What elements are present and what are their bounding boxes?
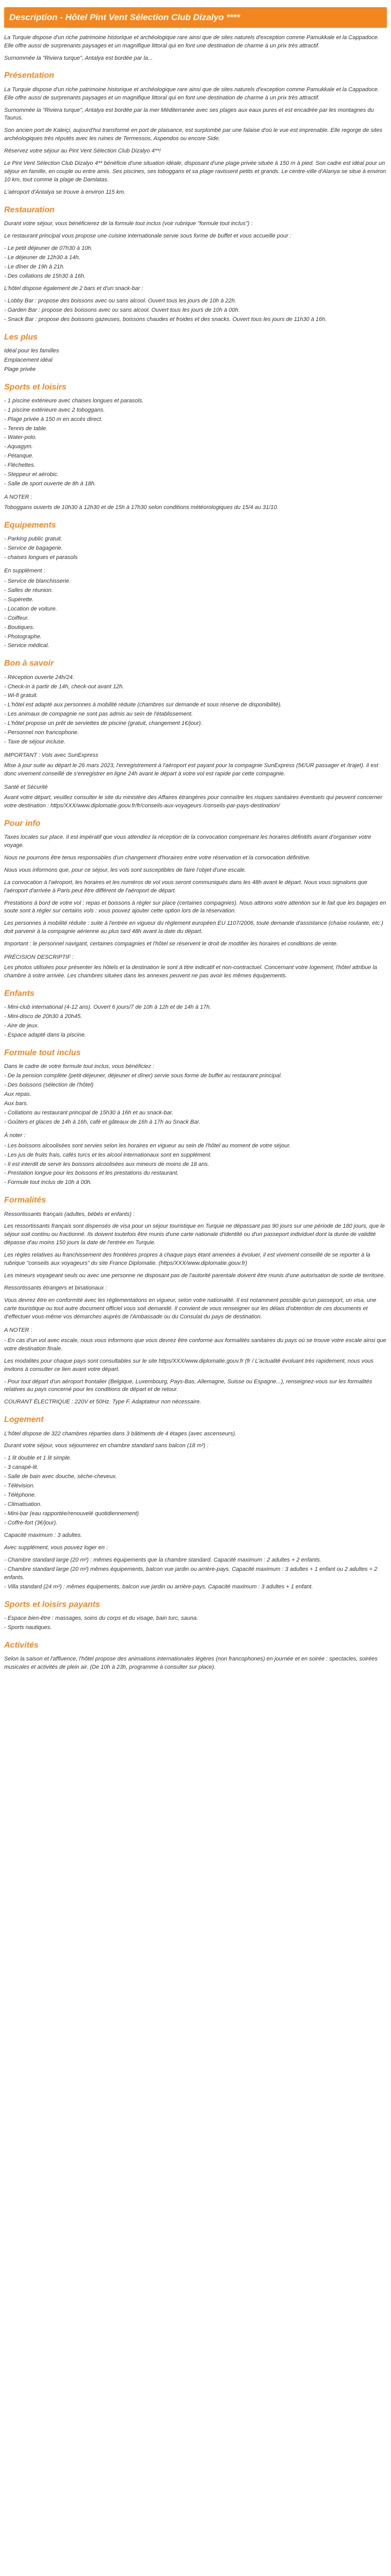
list-item: - Chambre standard large (20 m²) : mêmes équipements que la chambre standard. Capacité maximum : 2 adultes + 2 enfants. — [4, 1556, 321, 1563]
list-item: - Taxe de séjour incluse. — [4, 739, 66, 745]
section-heading-formalites: Formalités — [4, 1196, 46, 1205]
note-label: À noter : — [4, 1132, 26, 1139]
list-item: - Salles de réunion. — [4, 587, 53, 594]
list-item: - Goûters et glaces de 14h à 16h, café et gâteaux de 16h à 17h au Snack Bar. — [4, 1118, 201, 1125]
formule-notes-list — [4, 1142, 387, 1188]
list-item: - 1 piscine extérieure avec 2 toboggans. — [4, 406, 105, 413]
pour-info-paragraph: Important : le personnel navigant, certaines compagnies et l'hôtel se réservent le droit de modifier les horaires et conditions de vente. — [4, 941, 338, 947]
list-item: - Location de voiture. — [4, 605, 57, 612]
formule-intro-list — [4, 1063, 387, 1127]
list-item: - Service de bagagerie. — [4, 545, 63, 552]
list-item: - Parking public gratuit. — [4, 536, 62, 543]
section-heading-sports: Sports et loisirs — [4, 382, 67, 392]
list-item: Dans le cadre de votre formule tout inclus, vous bénéficiez : — [4, 1063, 155, 1070]
list-item: - 1 piscine extérieure avec chaises longues et parasols. — [4, 397, 144, 404]
pour-info-paragraph: La convocation à l'aéroport, les horaires et les numéros de vol vous seront communiqués dans les 48h avant le départ. Nous vous signalons que l'aéroport d'arrivée à Paris peut être différent de l'aéroport de départ. — [4, 879, 368, 894]
list-item: - Aire de jeux. — [4, 1023, 39, 1029]
list-item: - Lobby Bar : propose des boissons avec ou sans alcool. Ouvert tous les jours de 10h à 22h. — [4, 297, 237, 304]
list-item: - Le dîner de 19h à 21h. — [4, 263, 65, 270]
activites-paragraph: Selon la saison et l'affluence, l'hôtel propose des animations internationales légères (non francophones) en journée et en soirée : spectacles, soirées musicales et activités de plein air. (De 10h à 23h, programme à consulter sur place). — [4, 1655, 378, 1670]
sports-list — [4, 397, 387, 488]
list-item: - Mini-disco de 20h30 à 20h45. — [4, 1013, 83, 1020]
list-item: - Télévision. — [4, 1483, 35, 1489]
list-item: - Coffre-fort (3€/jour). — [4, 1519, 58, 1526]
presentation-paragraph: Le Pint Vent Sélection Club Dizalyo 4** bénéficie d'une situation idéale, disposant d'une plage privée située à 150 m à pied. Son cadre est idéal pour un séjour en famille, en couple ou entre amis. Ses piscines, ses toboggans et sa plage ravissent petits et grands. Le centre-ville d'Alanya se situe à environ 10 km, tout comme la plage de Damlatas. — [4, 160, 386, 183]
meals-list — [4, 245, 387, 281]
list-item: - Personnel non francophone. — [4, 730, 79, 736]
list-item: - chaises longues et parasols — [4, 554, 78, 561]
formalites-paragraph: Ressortissants étrangers et binationaux : — [4, 1285, 107, 1292]
list-item: - Boutiques. — [4, 624, 35, 631]
list-item: - Sports nautiques. — [4, 1624, 52, 1631]
list-item: - 1 lit double et 1 lit simple. — [4, 1455, 72, 1462]
capacity-text: Capacité maximum : 3 adultes. — [4, 1532, 83, 1538]
restauration-paragraph: Le restaurant principal vous propose une cuisine internationale servie sous forme de buffet et vous accueille pour : — [4, 233, 292, 240]
list-item: - Salle de sport ouverte de 8h à 18h. — [4, 481, 96, 487]
logement-paragraph: Durant votre séjour, vous séjournerez en chambre standard sans balcon (18 m²) : — [4, 1443, 209, 1449]
list-item: - Wi-fi gratuit. — [4, 692, 38, 699]
supplement-list — [4, 578, 387, 651]
formalites-paragraph: Vous devrez être en conformité avec les réglementations en vigueur, selon votre nationalité. Il est notamment possible qu'un passeport, un visa, une carte touristique ou tout autre document officiel vous soit demandé. Il convient de vous renseigner sur les délais d'obtention de ces documents et d'effectuer vous-même vos démarches auprès de l'Ambassade ou du Consulat du pays de destination. — [4, 1297, 377, 1320]
rooms-label: Avec supplément, vous pouvez loger en : — [4, 1544, 108, 1551]
list-item: Emplacement idéal — [4, 357, 53, 363]
list-item: - Mini-bar (eau rapportée/renouvelé quotidiennement) — [4, 1511, 139, 1517]
health-safety-label: Santé et Sécurité — [4, 784, 48, 790]
section-heading-enfants: Enfants — [4, 989, 35, 998]
list-item: - De la pension complète (petit-déjeuner, déjeuner et dîner) servie sous forme de buffet au restaurant principal. — [4, 1073, 282, 1079]
note-label: A NOTER : — [4, 494, 32, 501]
list-item: - Aquagym. — [4, 444, 33, 450]
list-item: - Mini-club international (4-12 ans). Ouvert 6 jours/7 de 10h à 12h et de 14h à 17h. — [4, 1004, 211, 1011]
section-heading-sports-payants: Sports et loisirs payants — [4, 1600, 100, 1609]
list-item: - Les boissons alcoolisées sont servies selon les horaires en vigueur au sein de l'hôtel au moment de votre séjour. — [4, 1142, 291, 1149]
formalites-paragraph: Les règles relatives au franchissement des frontières propres à chaque pays étant amenées à évoluer, il est vivement conseillé de se reporter à la rubrique "conseils aux voyageurs" du site France Diplomatie. (https/XXX/www.diplomatie.gouv.fr) — [4, 1252, 370, 1267]
list-item: - Des boissons (sélection de l'hôtel) — [4, 1082, 94, 1089]
section-heading-pour-info: Pour info — [4, 819, 41, 828]
presentation-paragraph: La Turquie dispose d'un riche patrimoine historique et archéologique rare ainsi que de sites naturels d'exception comme Pamukkale et la Cappadoce. Elle offre aussi de surprenants paysages et un magnifique littoral qui en font une destination de charme à un prix très attractif. — [4, 86, 379, 101]
list-item: Plage privée — [4, 366, 36, 372]
presentation-paragraph: Réservez votre séjour au Pint Vent Sélection Club Dizalyo 4**! — [4, 148, 161, 155]
list-item: - Plage privée à 150 m en accès direct. — [4, 416, 103, 422]
section-heading-presentation: Présentation — [4, 71, 54, 80]
note-label: A NOTER : — [4, 1327, 32, 1333]
sports-note: Toboggans ouverts de 10h30 à 12h30 et de 15h à 17h30 selon conditions météorologiques du 15/4 au 31/10. — [4, 504, 279, 511]
list-item: - Espace bien-être : massages, soins du corps et du visage, bain turc, sauna. — [4, 1615, 199, 1621]
list-item: - L'hôtel propose un prêt de serviettes de piscine (gratuit, changement 1€/jour). — [4, 720, 203, 727]
list-item: Idéal pour les familles — [4, 347, 59, 354]
page-title: Description - Hôtel Pint Vent Sélection Club Dizalyo **** — [4, 7, 387, 28]
presentation-paragraph: L'aéroport d'Antalya se trouve à environ 115 km. — [4, 189, 126, 196]
formalites-paragraph: Les modalités pour chaque pays sont consultables sur le site https/XXX/www.diplomatie.gouv.fr (fr / L'actualité évoluant très rapidement, nous vous invitons à consulter ce lien avant votre départ. — [4, 1358, 374, 1372]
list-item: - Salle de bain avec douche, sèche-cheveux. — [4, 1473, 117, 1480]
list-item: - Pétanque. — [4, 453, 34, 460]
list-item: - L'hôtel est adapté aux personnes à mobilité réduite (chambres sur demande et sous réserve de disponibilité). — [4, 702, 282, 708]
pour-info-paragraph: Taxes locales sur place. Il est impératif que vous attendiez la réception de la convocation comprenant les horaires définitifs avant d'organiser votre voyage. — [4, 834, 371, 849]
list-item: - Le déjeuner de 12h30 à 14h. — [4, 254, 80, 261]
list-item: - Collations au restaurant principal de 15h30 à 16h et au snack-bar. — [4, 1109, 173, 1116]
list-item: - Steppeur et aérobic. — [4, 471, 59, 478]
rooms-list — [4, 1556, 387, 1591]
pour-info-paragraph: Nous vous informons que, pour ce séjour, les vols sont susceptibles de faire l'objet d'une escale. — [4, 867, 246, 873]
presentation-paragraph: Surnommée la "Riviera turque", Antalya est bordée par la mer Méditerranée avec ses plages aux eaux pures et est encadrée par les montagnes du Taurus. — [4, 107, 374, 122]
list-item: - Prestation longue pour les boissons et les prestations du restaurant. — [4, 1170, 179, 1177]
intro-paragraph: La Turquie dispose d'un riche patrimoine historique et archéologique rare ainsi que de sites naturels d'exception comme Pamukkale et la Cappadoce. Elle offre aussi de surprenants paysages et un magnifique littoral qui en font une destination de charme à un prix très attractif. — [4, 34, 379, 49]
list-item: - Fléchettes. — [4, 462, 36, 469]
list-item: - Les jus de fruits frais, cafés turcs et les alcool internationaux sont en supplément. — [4, 1151, 212, 1158]
equipements-list — [4, 535, 387, 562]
section-heading-logement: Logement — [4, 1415, 44, 1425]
plus-list — [4, 347, 387, 374]
list-item: - Le petit déjeuner de 07h30 à 10h. — [4, 245, 93, 252]
list-item: - Service médical. — [4, 642, 50, 649]
bars-list — [4, 297, 387, 324]
formalites-paragraph: Ressortissants français (adultes, bébés et enfants) : — [4, 1211, 135, 1217]
list-item: - Villa standard (24 m²) : mêmes équipements, balcon vue jardin ou arrière-pays. Capacité maximum : 3 adultes + 1 enfant. — [4, 1583, 313, 1590]
formalites-paragraph: Les ressortissants français sont dispensés de visa pour un séjour touristique en Turquie ne dépassant pas 90 jours sur une période de 180 jours, que le séjour soit continu ou fractionné. Ils doivent toutefois être munis d'une carte nationale d'identité ou d'un passeport individuel dont la durée de validité dépasse d'au moins 150 jours la date de l'entrée en Turquie. — [4, 1223, 385, 1246]
list-item: - 3 canapé-lit. — [4, 1464, 39, 1471]
list-item: - Snack Bar : propose des boissons gazeuses, boissons chaudes et froides et des snacks. Ouvert tous les jours de 11h30 à 16h. — [4, 316, 327, 323]
list-item: - Garden Bar : propose des boissons avec ou sans alcool. Ouvert tous les jours de 10h à 00h. — [4, 307, 240, 313]
list-item: - Water-polo. — [4, 434, 37, 441]
supplement-label: En supplément : — [4, 567, 45, 574]
section-heading-formule: Formule tout inclus — [4, 1048, 81, 1057]
intro-paragraph: Surnommée la "Riviera turque", Antalya est bordée par la... — [4, 55, 153, 61]
list-item: - Photographe. — [4, 633, 42, 640]
sports-payants-list — [4, 1615, 387, 1632]
presentation-paragraph: Son ancien port de Kaleiçi, aujourd'hui transformé en port de plaisance, est surplombé par une falaise d'où le vue est imprenable. Elle regorge de sites archéologiques très réputés avec les ruines de Termessos, Aspendos ou encore Side. — [4, 127, 383, 142]
logement-paragraph: L'hôtel dispose de 322 chambres réparties dans 3 bâtiments de 4 étages (avec ascenseurs). — [4, 1430, 237, 1437]
section-heading-restauration: Restauration — [4, 205, 55, 214]
section-heading-bon-a-savoir: Bon à savoir — [4, 659, 54, 668]
list-item: Aux bars. — [4, 1100, 28, 1107]
list-item: - Téléphone. — [4, 1492, 36, 1499]
list-item: - Check-in à partir de 14h, check-out avant 12h. — [4, 683, 124, 690]
important-label: IMPORTANT : Vols avec SunExpress — [4, 752, 99, 759]
section-heading-equipements: Equipements — [4, 520, 56, 530]
list-item: - Il est interdit de servir les boissons alcoolisées aux mineurs de moins de 18 ans. — [4, 1161, 209, 1167]
enfants-list — [4, 1004, 387, 1040]
pour-info-paragraph: Les personnes à mobilité réduite : suite à l'entrée en vigueur du règlement européen EU 1107/2006, toute demande d'assistance (chaise roulante, etc.) doit parvenir à la compagnie aérienne au plus tard 48h avant la date du départ. — [4, 920, 383, 935]
list-item: - Service de blanchisserie. — [4, 578, 71, 584]
pour-info-paragraph: Prestations à bord de votre vol : repas et boissons à régler sur place (certaines compagnies). Nous attirons votre attention sur le fait que les bagages en soute sont à régler sur certains vols : vous pouvez ajouter cette option lors de la réservation. — [4, 900, 386, 914]
restauration-paragraph: L'hôtel dispose également de 2 bars et d'un snack-bar : — [4, 285, 143, 292]
important-paragraph: Avant votre départ, veuillez consulter le site du ministère des Affaires étrangères pour connaître les risques sanitaires éventuels qui peuvent concerner votre destination : https/XXX/www.diplomatie.gouv.fr/fr/conseils-aux-voyageurs /conseils-par-pays-destination/ — [4, 794, 383, 809]
pour-info-paragraph: Les photos utilisées pour présenter les hôtels et la destination le sont à titre indicatif et non-contractuel. Concernant votre logement, l'hôtel attribue la chambre à votre arrivée. Les chambres situées dans les annexes peuvent ne pas avoir les mêmes équipements. — [4, 964, 378, 979]
list-item: - Climatisation. — [4, 1501, 42, 1508]
logement-list — [4, 1454, 387, 1528]
list-item: Aux repas. — [4, 1091, 31, 1097]
precision-label: PRÉCISION DESCRIPTIF : — [4, 954, 74, 961]
pour-info-paragraph: Nous ne pourrons être tenus responsables d'un changement d'horaires entre votre réservation et la convocation définitive. — [4, 854, 311, 861]
list-item: - Coiffeur. — [4, 615, 29, 621]
list-item: - Formule tout inclus de 10h à 00h. — [4, 1179, 92, 1186]
section-heading-plus: Les plus — [4, 332, 38, 342]
list-item: - Supérette. — [4, 596, 34, 603]
section-heading-activites: Activités — [4, 1640, 39, 1650]
formalites-paragraph: Les mineurs voyageant seuls ou avec une personne ne disposant pas de l'autorité parentale doivent être munis d'une autorisation de sortie de territoire. — [4, 1273, 385, 1279]
formalites-paragraph: - En cas d'un vol avec escale, nous vous informons que vous devrez être conforme aux formalités sanitaires du pays où se trouve votre escale ainsi que votre destination finale. — [4, 1337, 386, 1352]
formalites-paragraph: - Pour tout départ d'un aéroport frontalier (Belgique, Luxembourg, Pays-Bas, Allemagne, Suisse ou Espagne...), renseignez-vous sur les formalités relatives au pays concerné pour les conditions de départ et de retour. — [4, 1378, 372, 1393]
list-item: - Réception ouverte 24h/24. — [4, 674, 74, 681]
electric-note: COURANT ÉLECTRIQUE : 220V et 50Hz. Type F. Adaptateur non nécessaire. — [4, 1399, 201, 1405]
list-item: - Des collations de 15h30 à 16h. — [4, 273, 86, 279]
important-paragraph: Mise à jour suite au départ le 26 mars 2023, l'enregistrement à l'aéroport est payant pour la compagnie SunExpress (5€/UR passager et /trajet). Il est donc vivement conseillé de s'enregistrer en ligne 24h avant le départ à votre vol est rapide par cette compagnie. — [4, 762, 379, 777]
restauration-paragraph: Durant votre séjour, vous bénéficierez de la formule tout inclus (voir rubrique "formule tout inclus") : — [4, 221, 253, 227]
list-item: - Chambre standard large (20 m²) mêmes équipements, balcon vue jardin ou arrière-pays. Capacité maximum : 3 adultes + 1 enfant ou 2 adultes + 2 enfants. — [4, 1566, 378, 1581]
list-item: - Les animaux de compagnie ne sont pas admis au sein de l'établissement. — [4, 711, 193, 718]
bon-a-savoir-list — [4, 674, 387, 747]
list-item: - Espace adapté dans la piscine. — [4, 1032, 86, 1039]
list-item: - Tennis de table. — [4, 425, 47, 432]
